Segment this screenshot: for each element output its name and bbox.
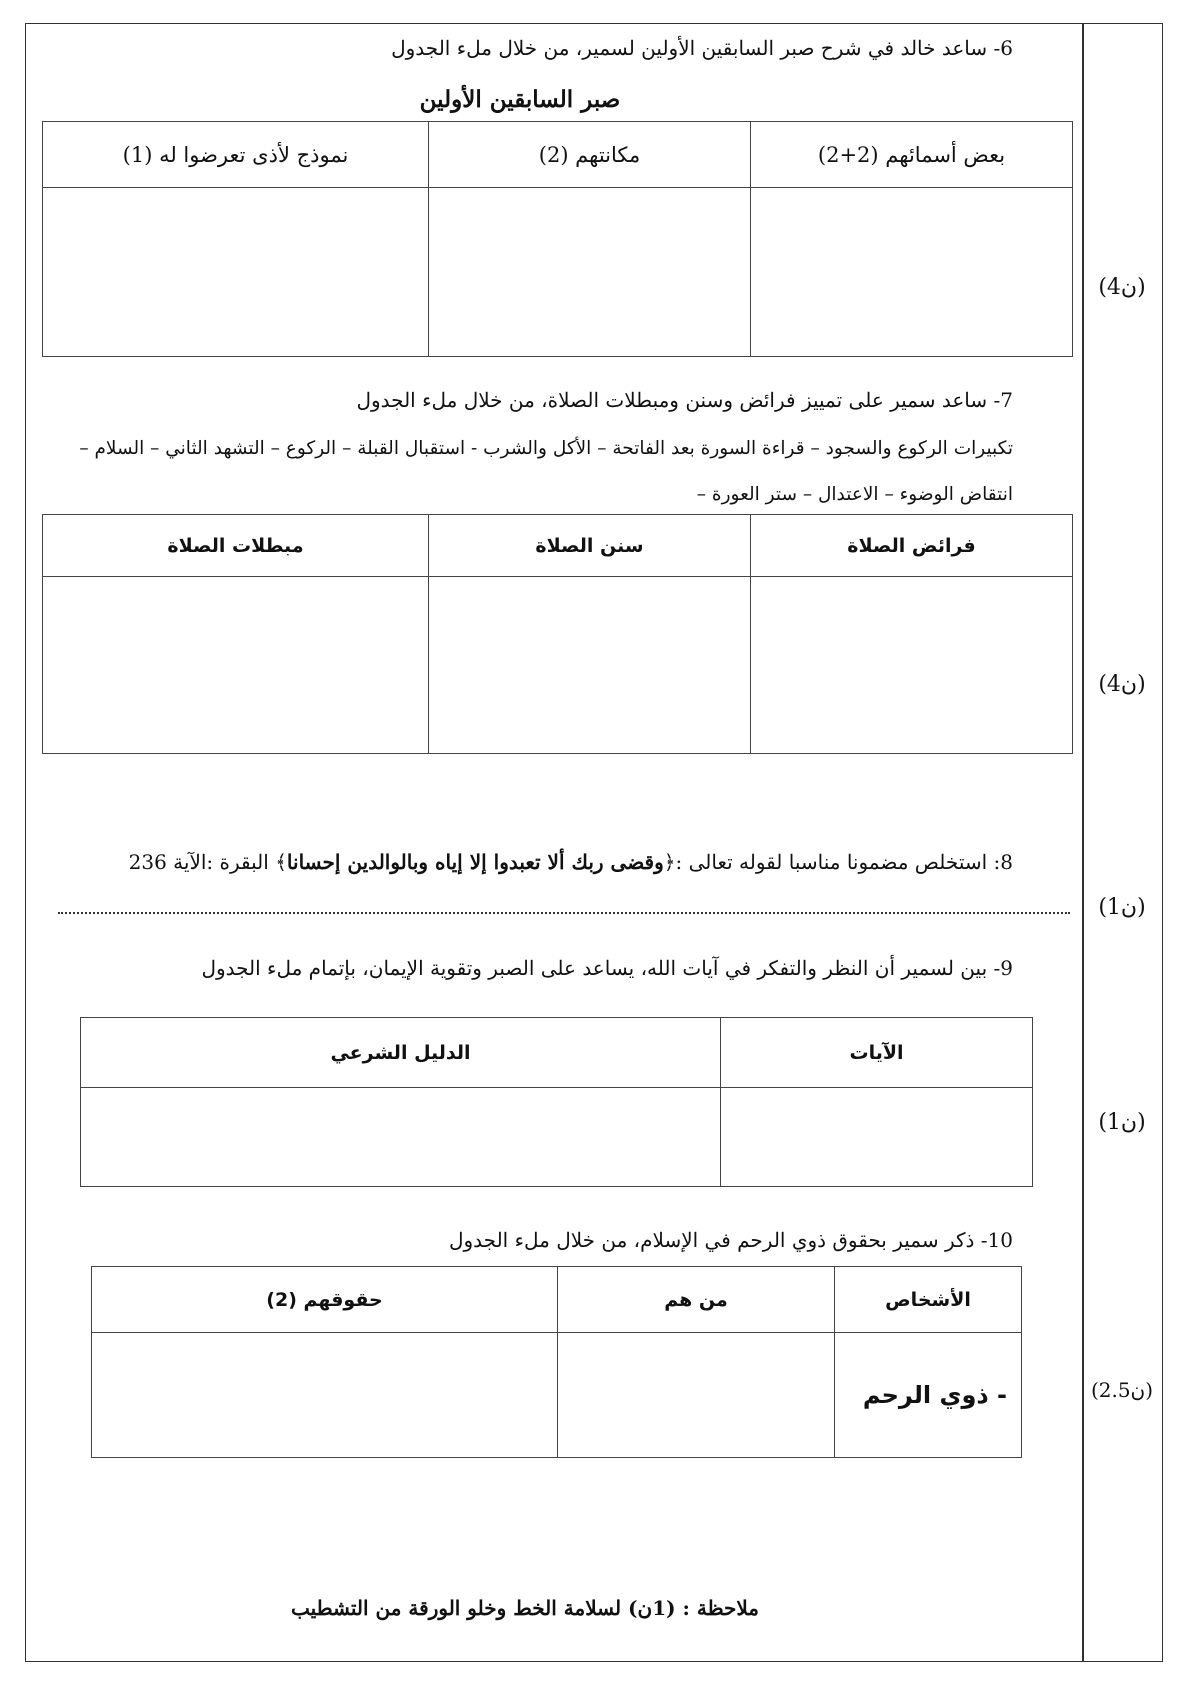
q9-header-evidence: الدليل الشرعي xyxy=(81,1018,721,1088)
q8-prompt xyxy=(129,850,1013,874)
q6-table-title: صبر السابقين الأولين xyxy=(419,86,621,113)
q7-header-invalidators: مبطلات الصلاة xyxy=(43,515,429,577)
q8-answer-line[interactable] xyxy=(58,912,1070,914)
q6-header-harm: نموذج لأذى تعرضوا له (1) xyxy=(43,122,429,188)
q7-list-line2: انتقاض الوضوء – الاعتدال – ستر العورة – xyxy=(696,484,1013,505)
q8-verse: وقضى ربك ألا تعبدوا إلا إياه وبالوالدين إحسانا xyxy=(286,850,664,874)
q8-prompt-end: ﴾ البقرة :الآية 236 xyxy=(128,850,287,874)
q8-prompt-start: 8: استخلص مضمونا مناسبا لقوله تعالى :﴿ xyxy=(663,850,1013,874)
q9-answer-verses[interactable] xyxy=(721,1088,1033,1187)
q10-header-who: من هم xyxy=(558,1267,835,1333)
q9-score: (1ن) xyxy=(1098,1110,1146,1135)
q9-table xyxy=(80,1017,1033,1187)
q7-answer-obligations[interactable] xyxy=(751,577,1073,754)
q6-answer-status[interactable] xyxy=(429,188,751,357)
q6-table xyxy=(42,121,1073,357)
q6-prompt: 6- ساعد خالد في شرح صبر السابقين الأولين لسمير، من خلال ملء الجدول xyxy=(391,36,1013,60)
q7-header-obligations: فرائض الصلاة xyxy=(751,515,1073,577)
q7-table xyxy=(42,514,1073,754)
q6-header-status: مكانتهم (2) xyxy=(429,122,751,188)
q9-answer-evidence[interactable] xyxy=(81,1088,721,1187)
q10-header-rights: حقوقهم (2) xyxy=(92,1267,558,1333)
q10-table xyxy=(91,1266,1022,1458)
q10-answer-who[interactable] xyxy=(558,1333,835,1458)
q7-score: (4ن) xyxy=(1098,672,1146,697)
q10-score: (2.5ن) xyxy=(1090,1378,1154,1402)
q7-answer-sunnahs[interactable] xyxy=(429,577,751,754)
q6-header-names: بعض أسمائهم (2+2) xyxy=(751,122,1073,188)
q9-prompt: 9- بين لسمير أن النظر والتفكر في آيات الله، يساعد على الصبر وتقوية الإيمان، بإتمام ملء الجدول xyxy=(201,956,1013,980)
q7-header-sunnahs: سنن الصلاة xyxy=(429,515,751,577)
q10-prompt: 10- ذكر سمير بحقوق ذوي الرحم في الإسلام، من خلال ملء الجدول xyxy=(448,1228,1013,1252)
q7-prompt: 7- ساعد سمير على تمييز فرائض وسنن ومبطلات الصلاة، من خلال ملء الجدول xyxy=(356,388,1013,412)
q7-answer-invalidators[interactable] xyxy=(43,577,429,754)
footer-note: ملاحظة : (1ن) لسلامة الخط وخلو الورقة من التشطيب xyxy=(290,1596,760,1620)
q6-answer-harm[interactable] xyxy=(43,188,429,357)
q7-list-line1: تكبيرات الركوع والسجود – قراءة السورة بعد الفاتحة – الأكل والشرب - استقبال القبلة – الركوع – التشهد الثاني – السلام – xyxy=(79,438,1013,459)
q10-row-label: - ذوي الرحم xyxy=(835,1333,1022,1458)
q6-score: (4ن) xyxy=(1098,275,1146,300)
q10-header-persons: الأشخاص xyxy=(835,1267,1022,1333)
score-column-divider xyxy=(1082,23,1084,1662)
q8-score: (1ن) xyxy=(1098,895,1146,920)
q10-answer-rights[interactable] xyxy=(92,1333,558,1458)
q6-answer-names[interactable] xyxy=(751,188,1073,357)
q9-header-verses: الآيات xyxy=(721,1018,1033,1088)
